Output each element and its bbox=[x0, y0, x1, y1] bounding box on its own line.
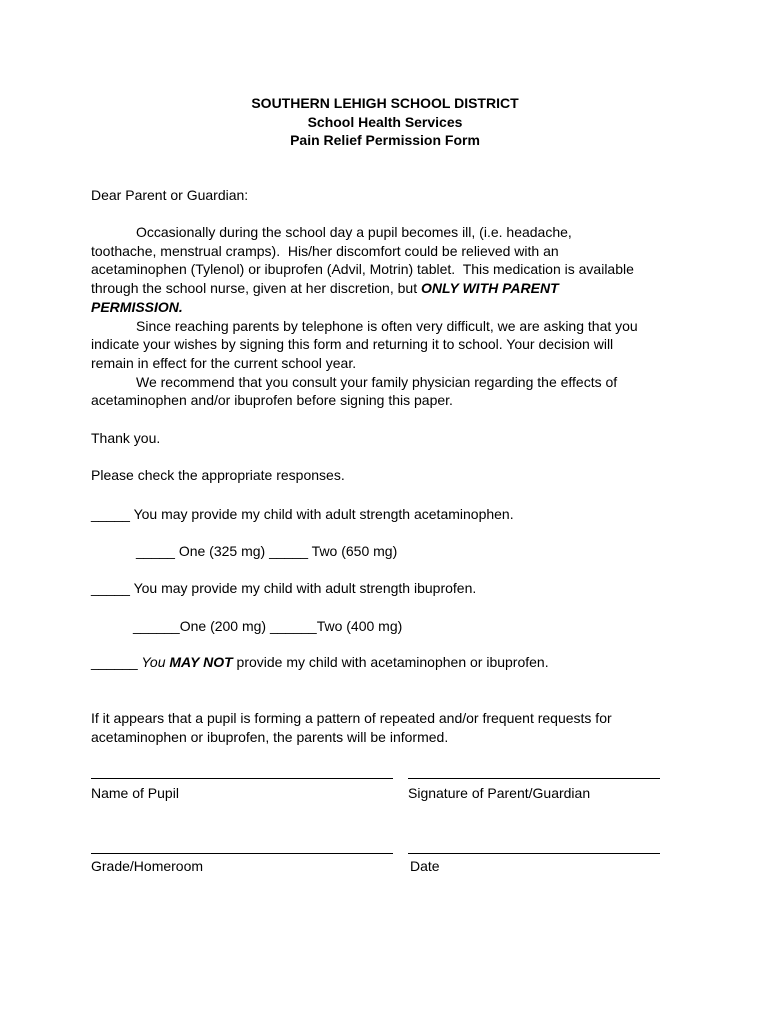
ibuprofen-one-blank[interactable]: ______ bbox=[133, 618, 180, 634]
option-decline bbox=[91, 653, 549, 671]
district-name: SOUTHERN LEHIGH SCHOOL DISTRICT bbox=[251, 95, 519, 111]
option-ibuprofen-doses bbox=[133, 617, 402, 635]
paragraph1-line4 bbox=[91, 279, 691, 298]
decline-checkbox-blank[interactable]: ______ bbox=[91, 654, 138, 670]
paragraph1-line1: Occasionally during the school day a pupil becomes ill, (i.e. headache, bbox=[136, 224, 572, 240]
grade-homeroom-label: Grade/Homeroom bbox=[91, 858, 204, 874]
date-label: Date bbox=[410, 858, 440, 874]
ibuprofen-two-blank[interactable]: ______ bbox=[269, 618, 317, 634]
parent-permission-emphasis: ONLY WITH PARENT bbox=[420, 280, 559, 297]
letter-body bbox=[91, 223, 691, 410]
paragraph1-line2: toothache, menstrual cramps). His/her discomfort could be relieved with an bbox=[91, 242, 559, 259]
paragraph3-line2: acetaminophen and/or ibuprofen before signing this paper. bbox=[91, 392, 453, 409]
acetaminophen-one-label: One (325 mg) bbox=[174, 543, 270, 559]
acetaminophen-one-blank[interactable]: _____ bbox=[136, 543, 175, 559]
form-title: Pain Relief Permission Form bbox=[290, 132, 480, 148]
paragraph1-line4-text: through the school nurse, given at her discretion, but bbox=[91, 280, 421, 297]
department-name: School Health Services bbox=[307, 113, 463, 130]
ibuprofen-checkbox-blank[interactable]: _____ bbox=[91, 580, 130, 596]
option-acetaminophen-doses bbox=[136, 542, 397, 560]
parent-signature-line[interactable] bbox=[408, 778, 660, 779]
ibuprofen-option-text: You may provide my child with adult strength ibuprofen. bbox=[129, 580, 477, 596]
instructions: Please check the appropriate responses. bbox=[91, 467, 345, 483]
ibuprofen-two-label: Two (400 mg) bbox=[316, 618, 403, 634]
paragraph2-line3: remain in effect for the current school year. bbox=[91, 354, 357, 371]
acetaminophen-two-label: Two (650 mg) bbox=[308, 543, 398, 559]
salutation: Dear Parent or Guardian: bbox=[91, 187, 249, 203]
form-header bbox=[0, 94, 770, 150]
parent-signature-label: Signature of Parent/Guardian bbox=[408, 785, 591, 801]
pupil-name-label: Name of Pupil bbox=[91, 785, 179, 801]
notice-line2: acetaminophen or ibuprofen, the parents will be informed. bbox=[91, 728, 449, 745]
acetaminophen-checkbox-blank[interactable]: _____ bbox=[91, 506, 130, 522]
decline-option-text: provide my child with acetaminophen or ibuprofen. bbox=[232, 654, 549, 670]
acetaminophen-two-blank[interactable]: _____ bbox=[269, 543, 309, 559]
notice bbox=[91, 709, 691, 746]
grade-homeroom-line[interactable] bbox=[91, 853, 393, 854]
paragraph2-line2: indicate your wishes by signing this form and returning it to school. Your decision will bbox=[91, 336, 614, 353]
paragraph1-line3: acetaminophen (Tylenol) or ibuprofen (Advil, Motrin) tablet. This medication is available bbox=[91, 261, 634, 278]
option-ibuprofen bbox=[91, 579, 476, 597]
pupil-name-line[interactable] bbox=[91, 778, 393, 779]
acetaminophen-option-text: You may provide my child with adult strength acetaminophen. bbox=[129, 506, 514, 522]
thank-you: Thank you. bbox=[91, 430, 161, 446]
parent-permission-emphasis-cont: PERMISSION. bbox=[91, 298, 183, 315]
ibuprofen-one-label: One (200 mg) bbox=[179, 618, 270, 634]
option-acetaminophen bbox=[91, 505, 514, 523]
paragraph3-line1: We recommend that you consult your family physician regarding the effects of bbox=[136, 373, 618, 390]
paragraph2-line1: Since reaching parents by telephone is often very difficult, we are asking that you bbox=[136, 317, 638, 334]
decline-you: You bbox=[137, 654, 170, 670]
date-line[interactable] bbox=[408, 853, 660, 854]
may-not-emphasis: MAY NOT bbox=[169, 654, 233, 670]
notice-line1: If it appears that a pupil is forming a pattern of repeated and/or frequent requests for bbox=[91, 710, 612, 726]
